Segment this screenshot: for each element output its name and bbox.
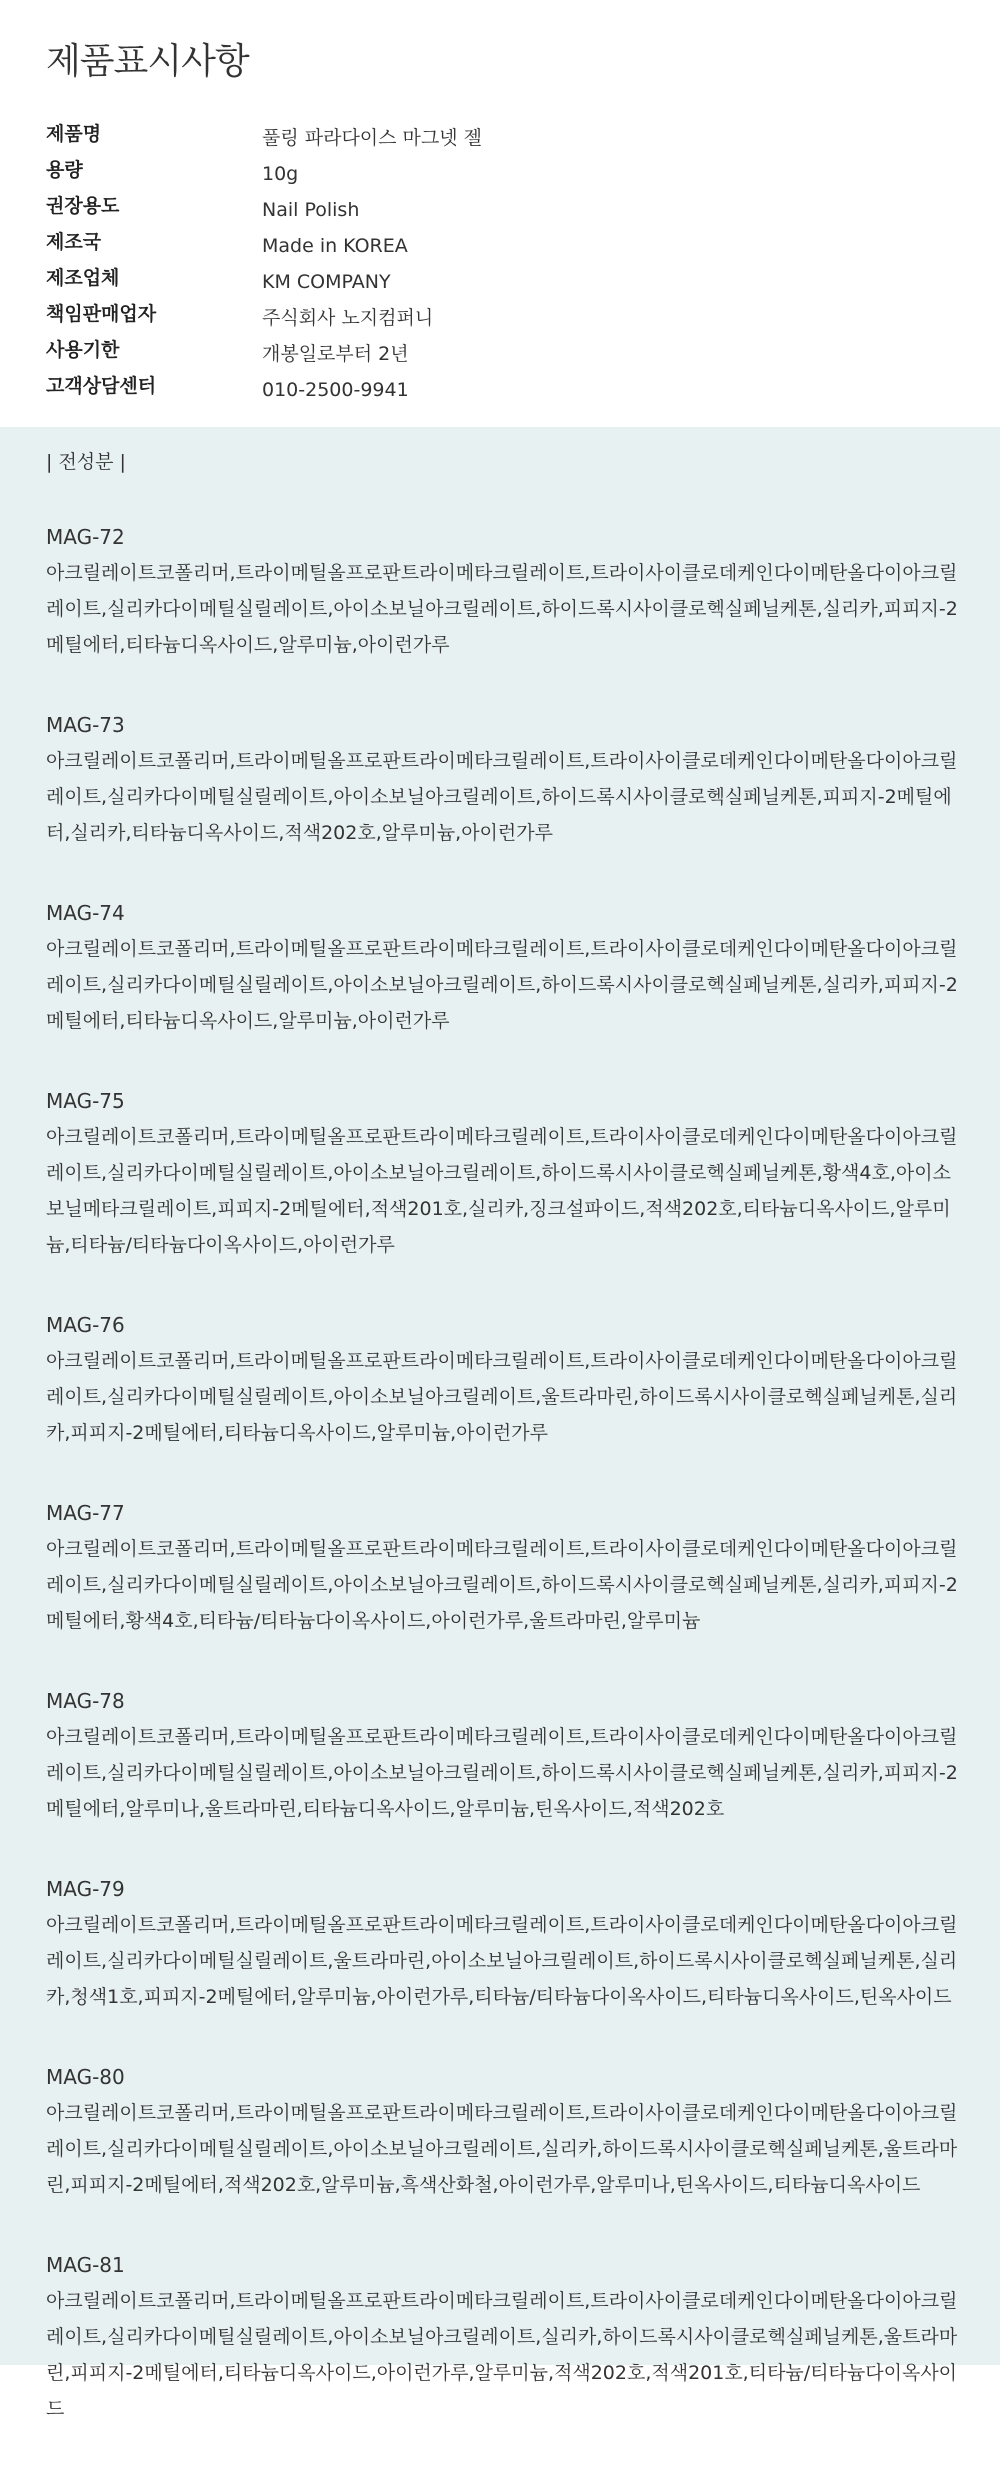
info-value: Made in KOREA bbox=[262, 235, 408, 257]
info-value: 010-2500-9941 bbox=[262, 379, 409, 401]
ingredient-item bbox=[46, 2247, 966, 2427]
ingredient-text: 아크릴레이트코폴리머,트라이메틸올프로판트라이메타크릴레이트,트라이사이클로데케인다이메탄올다이아크릴레이트,실리카다이메틸실릴레이트,아이소보닐아크릴레이트,하이드록시사이클로헥실페닐케톤,실리카,피피지-2메틸에터,티타늄디옥사이드,알루미늄,아이런가루 bbox=[46, 938, 958, 1032]
ingredient-code: MAG-72 bbox=[46, 525, 125, 549]
info-row-product-name bbox=[46, 118, 946, 154]
ingredient-text: 아크릴레이트코폴리머,트라이메틸올프로판트라이메타크릴레이트,트라이사이클로데케인다이메탄올다이아크릴레이트,실리카다이메틸실릴레이트,아이소보닐아크릴레이트,하이드록시사이클로헥실페닐케톤,실리카,피피지-2메틸에터,티타늄디옥사이드,알루미늄,아이런가루 bbox=[46, 562, 958, 656]
ingredient-code: MAG-81 bbox=[46, 2253, 125, 2277]
ingredient-text: 아크릴레이트코폴리머,트라이메틸올프로판트라이메타크릴레이트,트라이사이클로데케인다이메탄올다이아크릴레이트,실리카다이메틸실릴레이트,아이소보닐아크릴레이트,하이드록시사이클로헥실페닐케톤,실리카,피피지-2메틸에터,황색4호,티타늄/티타늄다이옥사이드,아이런가루,울트라마린,알루미늄 bbox=[46, 1538, 958, 1632]
info-row-customer-center bbox=[46, 370, 946, 406]
info-row-capacity bbox=[46, 154, 946, 190]
ingredient-item bbox=[46, 1683, 966, 1827]
ingredient-item bbox=[46, 519, 966, 663]
info-label: 제품명 bbox=[46, 123, 102, 145]
ingredient-text: 아크릴레이트코폴리머,트라이메틸올프로판트라이메타크릴레이트,트라이사이클로데케인다이메탄올다이아크릴레이트,실리카다이메틸실릴레이트,아이소보닐아크릴레이트,울트라마린,하이드록시사이클로헥실페닐케톤,실리카,피피지-2메틸에터,티타늄디옥사이드,알루미늄,아이런가루 bbox=[46, 1350, 958, 1444]
ingredient-code: MAG-78 bbox=[46, 1689, 125, 1713]
ingredient-code: MAG-80 bbox=[46, 2065, 125, 2089]
ingredient-code: MAG-79 bbox=[46, 1877, 125, 1901]
page-title: 제품표시사항 bbox=[46, 41, 249, 82]
info-label: 고객상담센터 bbox=[46, 375, 157, 397]
ingredient-text: 아크릴레이트코폴리머,트라이메틸올프로판트라이메타크릴레이트,트라이사이클로데케인다이메탄올다이아크릴레이트,실리카다이메틸실릴레이트,울트라마린,아이소보닐아크릴레이트,하이드록시사이클로헥실페닐케톤,실리카,청색1호,피피지-2메틸에터,알루미늄,아이런가루,티타늄/티타늄다이옥사이드,티타늄디옥사이드,틴옥사이드 bbox=[46, 1914, 958, 2008]
info-row-distributor bbox=[46, 298, 946, 334]
info-label: 제조업체 bbox=[46, 267, 120, 289]
ingredient-item bbox=[46, 2059, 966, 2203]
ingredient-item bbox=[46, 1495, 966, 1639]
info-row-country bbox=[46, 226, 946, 262]
ingredient-item bbox=[46, 1307, 966, 1451]
product-info-section bbox=[0, 0, 1000, 427]
ingredient-code: MAG-75 bbox=[46, 1089, 125, 1113]
ingredients-list bbox=[46, 519, 966, 2471]
ingredient-text: 아크릴레이트코폴리머,트라이메틸올프로판트라이메타크릴레이트,트라이사이클로데케인다이메탄올다이아크릴레이트,실리카다이메틸실릴레이트,아이소보닐아크릴레이트,하이드록시사이클로헥실페닐케톤,피피지-2메틸에터,실리카,티타늄디옥사이드,적색202호,알루미늄,아이런가루 bbox=[46, 750, 958, 844]
ingredient-text: 아크릴레이트코폴리머,트라이메틸올프로판트라이메타크릴레이트,트라이사이클로데케인다이메탄올다이아크릴레이트,실리카다이메틸실릴레이트,아이소보닐아크릴레이트,실리카,하이드록시사이클로헥실페닐케톤,울트라마린,피피지-2메틸에터,적색202호,알루미늄,흑색산화철,아이런가루,알루미나,틴옥사이드,티타늄디옥사이드 bbox=[46, 2102, 958, 2196]
info-row-manufacturer bbox=[46, 262, 946, 298]
info-label: 용량 bbox=[46, 159, 83, 181]
ingredient-text: 아크릴레이트코폴리머,트라이메틸올프로판트라이메타크릴레이트,트라이사이클로데케인다이메탄올다이아크릴레이트,실리카다이메틸실릴레이트,아이소보닐아크릴레이트,실리카,하이드록시사이클로헥실페닐케톤,울트라마린,피피지-2메틸에터,티타늄디옥사이드,아이런가루,알루미늄,적색202호,적색201호,티타늄/티타늄다이옥사이드 bbox=[46, 2290, 958, 2420]
ingredient-item bbox=[46, 1871, 966, 2015]
info-value: KM COMPANY bbox=[262, 271, 391, 293]
info-row-expiry bbox=[46, 334, 946, 370]
ingredients-heading: | 전성분 | bbox=[46, 451, 126, 473]
info-label: 책임판매업자 bbox=[46, 303, 157, 325]
info-value: 주식회사 노지컴퍼니 bbox=[262, 307, 434, 329]
ingredient-code: MAG-73 bbox=[46, 713, 125, 737]
product-info-table bbox=[46, 118, 946, 406]
info-label: 사용기한 bbox=[46, 339, 120, 361]
ingredient-code: MAG-74 bbox=[46, 901, 125, 925]
ingredient-item bbox=[46, 895, 966, 1039]
ingredient-code: MAG-77 bbox=[46, 1501, 125, 1525]
info-value: 개봉일로부터 2년 bbox=[262, 343, 409, 365]
info-value: 풀링 파라다이스 마그넷 젤 bbox=[262, 127, 483, 149]
ingredient-text: 아크릴레이트코폴리머,트라이메틸올프로판트라이메타크릴레이트,트라이사이클로데케인다이메탄올다이아크릴레이트,실리카다이메틸실릴레이트,아이소보닐아크릴레이트,하이드록시사이클로헥실페닐케톤,황색4호,아이소보닐메타크릴레이트,피피지-2메틸에터,적색201호,실리카,징크설파이드,적색202호,티타늄디옥사이드,알루미늄,티타늄/티타늄다이옥사이드,아이런가루 bbox=[46, 1126, 958, 1256]
ingredient-item bbox=[46, 707, 966, 851]
ingredients-section bbox=[0, 427, 1000, 2420]
ingredient-item bbox=[46, 1083, 966, 1263]
info-value: Nail Polish bbox=[262, 199, 360, 221]
info-row-usage bbox=[46, 190, 946, 226]
info-label: 제조국 bbox=[46, 231, 102, 253]
info-label: 권장용도 bbox=[46, 195, 120, 217]
ingredient-text: 아크릴레이트코폴리머,트라이메틸올프로판트라이메타크릴레이트,트라이사이클로데케인다이메탄올다이아크릴레이트,실리카다이메틸실릴레이트,아이소보닐아크릴레이트,하이드록시사이클로헥실페닐케톤,실리카,피피지-2메틸에터,알루미나,울트라마린,티타늄디옥사이드,알루미늄,틴옥사이드,적색202호 bbox=[46, 1726, 958, 1820]
info-value: 10g bbox=[262, 163, 299, 185]
ingredient-code: MAG-76 bbox=[46, 1313, 125, 1337]
